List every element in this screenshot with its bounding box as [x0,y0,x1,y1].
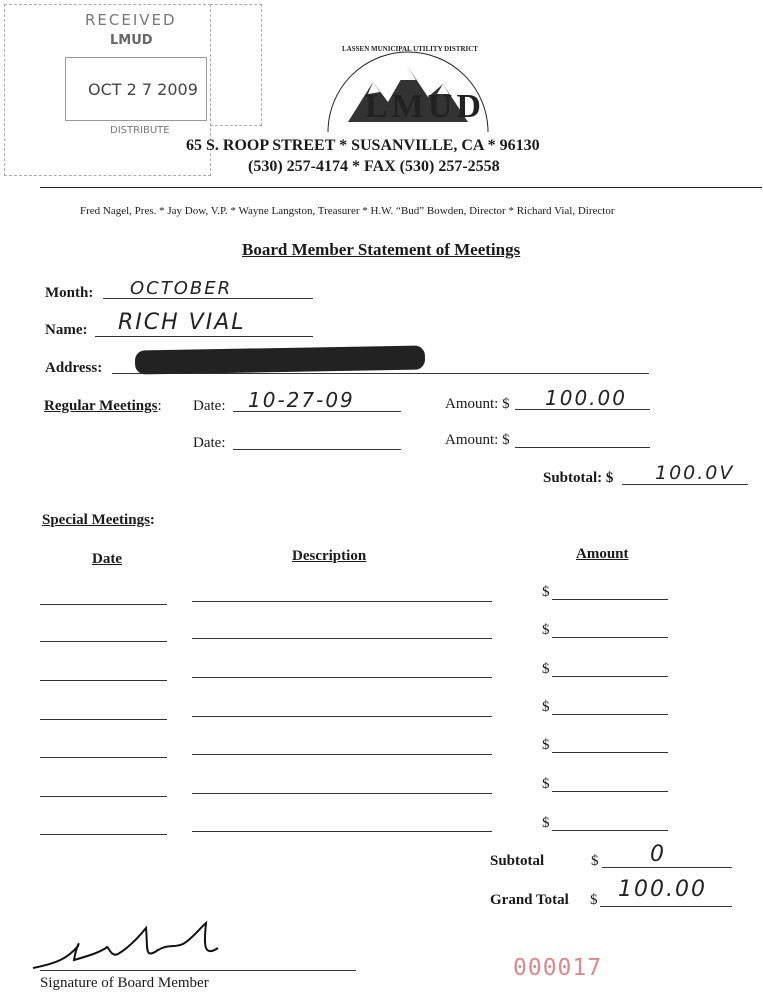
special-amount-line[interactable] [552,752,668,753]
special-desc-line[interactable] [192,716,492,717]
special-amount-line[interactable] [552,830,668,831]
name-line [95,336,313,337]
special-desc-line[interactable] [192,754,492,755]
address-redaction [135,345,425,374]
form-title: Board Member Statement of Meetings [242,240,521,259]
col-date-header: Date [92,551,122,567]
special-desc-line[interactable] [192,793,492,794]
special-date-line[interactable] [40,796,167,797]
regular-meetings-label [44,398,162,415]
special-date-line[interactable] [40,604,167,605]
special-date-line[interactable] [40,641,167,642]
name-label: Name: [45,322,88,338]
grand-total-label: Grand Total [490,892,569,908]
document-number: 000017 [513,955,603,981]
regular-subtotal-value[interactable]: 100.0V [655,462,735,484]
special-meetings-label [42,512,155,529]
reg1-amount-label: Amount: $ [445,396,510,412]
special-subtotal-value[interactable]: 0 [650,842,666,867]
special-date-line[interactable] [40,834,167,835]
special-desc-line[interactable] [192,601,492,602]
special-date-line[interactable] [40,680,167,681]
stamp-date: OCT 2 7 2009 [88,80,198,99]
company-address: 65 S. ROOP STREET * SUSANVILLE, CA * 96130 [186,137,540,154]
board-members: Fred Nagel, Pres. * Jay Dow, V.P. * Wayne Langston, Treasurer * H.W. “Bud” Bowden, Director * Richard Vial, Director [80,205,615,217]
special-desc-line[interactable] [192,831,492,832]
special-amount-line[interactable] [552,714,668,715]
special-dollar: $ [542,584,550,600]
special-dollar: $ [542,622,550,638]
signature-label: Signature of Board Member [40,975,209,991]
reg1-date-value[interactable]: 10-27-09 [248,388,355,412]
regular-subtotal-label: Subtotal: $ [543,470,614,486]
regular-subtotal-line [622,484,748,485]
col-amount-header: Amount [576,546,629,562]
address-label: Address: [45,360,103,376]
stamp-side-box [210,4,262,126]
special-amount-line[interactable] [552,791,668,792]
special-subtotal-line [602,867,732,868]
reg2-date-label: Date: [193,435,226,451]
special-date-line[interactable] [40,757,167,758]
stamp-date-box [65,57,207,121]
col-description-header: Description [292,548,367,564]
reg2-amount-line [515,447,650,448]
stamp-received-text: RECEIVED [85,11,177,29]
grand-total-dollar: $ [590,892,598,908]
reg1-date-label: Date: [193,398,226,414]
special-amount-line[interactable] [552,676,668,677]
special-dollar: $ [542,699,550,715]
logo-letters: LMUD [365,88,485,125]
special-date-line[interactable] [40,719,167,720]
grand-total-value[interactable]: 100.00 [618,877,707,902]
company-phone: (530) 257-4174 * FAX (530) 257-2558 [248,158,500,175]
special-subtotal-dollar: $ [591,853,599,869]
reg2-amount-label: Amount: $ [445,432,510,448]
reg1-amount-value[interactable]: 100.00 [545,386,627,410]
special-amount-line[interactable] [552,637,668,638]
signature-line[interactable] [40,970,356,971]
special-desc-line[interactable] [192,638,492,639]
stamp-distribute-text: DISTRIBUTE [110,125,170,136]
grand-total-line [600,906,732,907]
header-rule [40,187,762,188]
special-meetings-colon: : [149,512,155,528]
stamp-org-text: LMUD [110,33,153,48]
special-subtotal-label: Subtotal [490,853,545,869]
signature-scribble [28,918,238,978]
reg2-date-line [233,449,401,450]
regular-meetings-colon: : [157,398,162,414]
month-label: Month: [45,285,94,301]
special-amount-line[interactable] [552,599,668,600]
special-dollar: $ [542,737,550,753]
special-desc-line[interactable] [192,677,492,678]
special-meetings-text: Special Meetings [42,512,150,528]
logo-arc-text: LASSEN MUNICIPAL UTILITY DISTRICT [342,45,478,53]
name-value[interactable]: RICH VIAL [118,310,246,335]
regular-meetings-text: Regular Meetings [44,398,158,414]
special-dollar: $ [542,815,550,831]
month-value[interactable]: OCTOBER [130,278,233,299]
special-dollar: $ [542,776,550,792]
received-stamp [4,4,211,176]
special-dollar: $ [542,661,550,677]
